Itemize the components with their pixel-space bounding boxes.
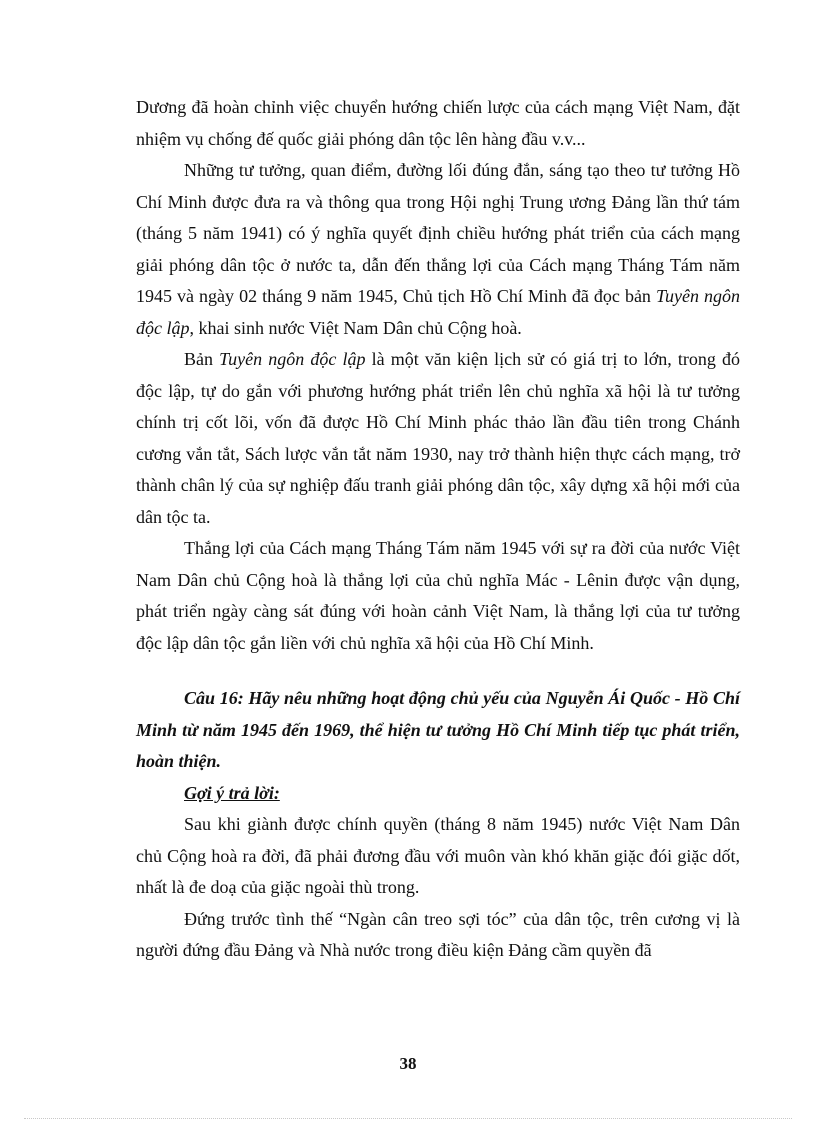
paragraph-2 [136,155,740,344]
paragraph-3-text-a: Bản [184,349,220,369]
paragraph-2-text-a: Những tư tưởng, quan điểm, đường lối đúng đắn, sáng tạo theo tư tưởng Hồ Chí Minh được đưa ra và thông qua trong Hội nghị Trung ương Đảng lần thứ tám (tháng 5 năm 1941) có ý nghĩa quyết định chiều hướng phát triển của cách mạng giải phóng dân tộc ở nước ta, dẫn đến thắng lợi của Cách mạng Tháng Tám năm 1945 và ngày 02 tháng 9 năm 1945, Chủ tịch Hồ Chí Minh đã đọc bản [136,160,740,306]
page-number: 38 [399,1054,417,1073]
paragraph-3-italic-title: Tuyên ngôn độc lập [219,349,366,369]
answer-hint-title: Gợi ý trả lời: [184,782,280,803]
paragraph-2-italic-title: Tuyên ngôn độc lập [136,286,740,338]
paragraph-4: Thắng lợi của Cách mạng Tháng Tám năm 1945 với sự ra đời của nước Việt Nam Dân chủ Cộng hoà là thắng lợi của chủ nghĩa Mác - Lênin được vận dụng, phát triển ngày càng sát đúng với hoàn cảnh Việt Nam, là thắng lợi của tư tưởng độc lập dân tộc gắn liền với chủ nghĩa xã hội của Hồ Chí Minh. [136,538,740,653]
paragraph-3-text-b: là một văn kiện lịch sử có giá trị to lớn, trong đó độc lập, tự do gắn với phương hướng phát triển lên chủ nghĩa xã hội là tư tưởng chính trị cốt lõi, vốn đã được Hồ Chí Minh phác thảo lần đầu tiên trong Chánh cương vắn tắt, Sách lược vắn tắt năm 1930, nay trở thành hiện thực cách mạng, trở thành chân lý của sự nghiệp đấu tranh giải phóng dân tộc, xây dựng xã hội mới của dân tộc ta. [136,349,740,527]
paragraph-3 [136,344,740,533]
document-body [136,92,740,967]
paragraph-2-text-b: , khai sinh nước Việt Nam Dân chủ Cộng hoà. [189,317,522,338]
answer-paragraph-2: Đứng trước tình thế “Ngàn cân treo sợi tóc” của dân tộc, trên cương vị là người đứng đầu Đảng và Nhà nước trong điều kiện Đảng cầm quyền đã [136,908,740,960]
answer-paragraph-1: Sau khi giành được chính quyền (tháng 8 năm 1945) nước Việt Nam Dân chủ Cộng hoà ra đời, đã phải đương đầu với muôn vàn khó khăn giặc đói giặc dốt, nhất là đe doạ của giặc ngoài thù trong. [136,814,740,897]
page-bottom-divider [24,1118,792,1119]
paragraph-1: Dương đã hoàn chỉnh việc chuyển hướng chiến lược của cách mạng Việt Nam, đặt nhiệm vụ chống đế quốc giải phóng dân tộc lên hàng đầu v.v... [136,97,740,149]
question-heading: Câu 16: Hãy nêu những hoạt động chủ yếu của Nguyễn Ái Quốc - Hồ Chí Minh từ năm 1945 đến 1969, thể hiện tư tưởng Hồ Chí Minh tiếp tục phát triển, hoàn thiện. [136,688,740,771]
